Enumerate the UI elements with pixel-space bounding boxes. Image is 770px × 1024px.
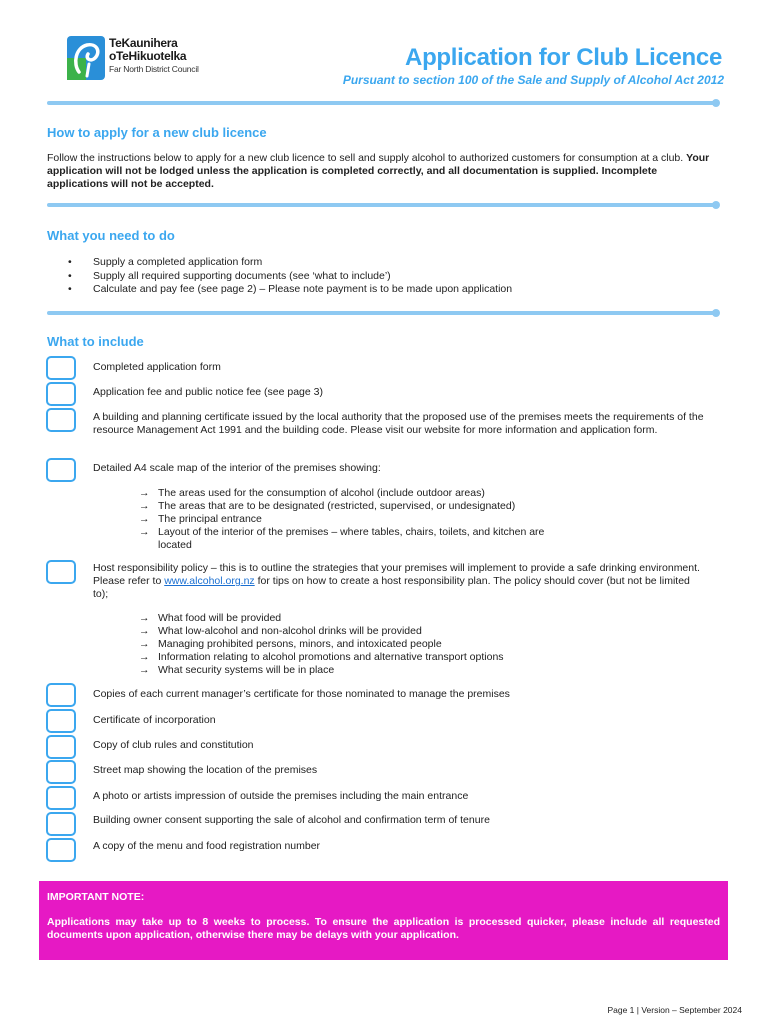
page-title: Application for Club Licence bbox=[405, 44, 722, 71]
logo-wordmark bbox=[109, 37, 199, 76]
include-item-street-map: Street map showing the location of the premises bbox=[93, 764, 318, 776]
list-item: → What food will be provided bbox=[139, 612, 504, 625]
include-item-menu: A copy of the menu and food registration number bbox=[93, 840, 321, 852]
what-you-need-list bbox=[68, 256, 512, 297]
council-logo-icon bbox=[67, 36, 105, 80]
include-item-premises-photo: A photo or artists impression of outside the premises including the main entrance bbox=[93, 790, 469, 802]
checkbox-premises-photo[interactable] bbox=[46, 786, 76, 810]
checkbox-incorporation[interactable] bbox=[46, 709, 76, 733]
what-to-include-heading: What to include bbox=[47, 334, 144, 349]
important-note-heading: IMPORTANT NOTE: bbox=[47, 891, 145, 903]
checkbox-building-certificate[interactable] bbox=[46, 408, 76, 432]
checkbox-application-form[interactable] bbox=[46, 356, 76, 380]
list-item: → Managing prohibited persons, minors, and intoxicated people bbox=[139, 638, 504, 651]
section-divider bbox=[47, 311, 717, 315]
include-item-application-form: Completed application form bbox=[93, 361, 221, 373]
list-item: • Calculate and pay fee (see page 2) – Please note payment is to be made upon application bbox=[68, 283, 512, 297]
how-to-apply-warning: Your application will not be lodged unless the application is completed correctly, and all documentation is supplied. Incomplete applications will not be accepted. bbox=[47, 152, 710, 190]
list-item: → What security systems will be in place bbox=[139, 664, 504, 677]
checkbox-application-fee[interactable] bbox=[46, 382, 76, 406]
include-item-application-fee: Application fee and public notice fee (see page 3) bbox=[93, 386, 323, 398]
checkbox-owner-consent[interactable] bbox=[46, 812, 76, 836]
checkbox-club-rules[interactable] bbox=[46, 735, 76, 759]
important-note-text: Applications may take up to 8 weeks to process. To ensure the application is processed quicker, please include all requested documents upon application, otherwise there may be delays with your application. bbox=[47, 916, 720, 941]
logo-line-2: oTeHikuotelka bbox=[109, 49, 187, 63]
list-item: • Supply all required supporting documents (see ‘what to include’) bbox=[68, 270, 512, 284]
include-item-building-certificate: A building and planning certificate issued by the local authority that the proposed use of the premises meets the requirements of the resource Management Act 1991 and the building code. Please visit our website for more information and application form. bbox=[93, 411, 704, 436]
list-item: • Supply a completed application form bbox=[68, 256, 512, 270]
what-you-need-heading: What you need to do bbox=[47, 228, 175, 243]
list-item: → The areas that are to be designated (restricted, supervised, or undesignated) bbox=[139, 500, 569, 513]
include-item-interior-map: Detailed A4 scale map of the interior of the premises showing: bbox=[93, 462, 381, 474]
section-divider bbox=[47, 101, 717, 105]
include-item-manager-certificates: Copies of each current manager’s certificate for those nominated to manage the premises bbox=[93, 688, 510, 700]
logo-line-3: Far North District Council bbox=[109, 64, 199, 74]
include-item-host-policy bbox=[93, 562, 705, 601]
list-item: → The principal entrance bbox=[139, 513, 569, 526]
checkbox-interior-map[interactable] bbox=[46, 458, 76, 482]
checkbox-street-map[interactable] bbox=[46, 760, 76, 784]
include-item-owner-consent: Building owner consent supporting the sale of alcohol and confirmation term of tenure bbox=[93, 814, 490, 826]
alcohol-website-link[interactable]: www.alcohol.org.nz bbox=[164, 575, 255, 587]
checkbox-manager-certificates[interactable] bbox=[46, 683, 76, 707]
section-divider bbox=[47, 203, 717, 207]
include-item-club-rules: Copy of club rules and constitution bbox=[93, 739, 254, 751]
host-policy-points bbox=[139, 612, 504, 677]
host-policy-text: Host responsibility policy – this is to outline the strategies that your premises will implement to provide a safe drinking environment. Please refer to bbox=[93, 562, 700, 587]
list-item: → The areas used for the consumption of alcohol (include outdoor areas) bbox=[139, 487, 569, 500]
how-to-apply-heading: How to apply for a new club licence bbox=[47, 125, 267, 140]
page-subtitle: Pursuant to section 100 of the Sale and Supply of Alcohol Act 2012 bbox=[342, 73, 724, 87]
page-footer: Page 1 | Version – September 2024 bbox=[607, 1005, 742, 1015]
list-item: → Layout of the interior of the premises – where tables, chairs, toilets, and kitchen are located bbox=[139, 526, 569, 552]
list-item: → What low-alcohol and non-alcohol drinks will be provided bbox=[139, 625, 504, 638]
checkbox-menu[interactable] bbox=[46, 838, 76, 862]
council-logo bbox=[67, 36, 227, 80]
important-note-box bbox=[39, 881, 728, 960]
how-to-apply-text bbox=[47, 152, 719, 191]
include-item-incorporation: Certificate of incorporation bbox=[93, 714, 216, 726]
logo-line-1: TeKaunihera bbox=[109, 36, 178, 50]
list-item: → Information relating to alcohol promotions and alternative transport options bbox=[139, 651, 504, 664]
interior-map-points bbox=[139, 487, 569, 552]
checkbox-host-policy[interactable] bbox=[46, 560, 76, 584]
host-policy-text-end: for tips on how to create a host responsibility plan. The policy should cover (but not be limited to); bbox=[93, 575, 690, 600]
how-to-apply-intro: Follow the instructions below to apply for a new club licence to sell and supply alcohol to authorized customers for consumption at a club. bbox=[47, 152, 684, 164]
